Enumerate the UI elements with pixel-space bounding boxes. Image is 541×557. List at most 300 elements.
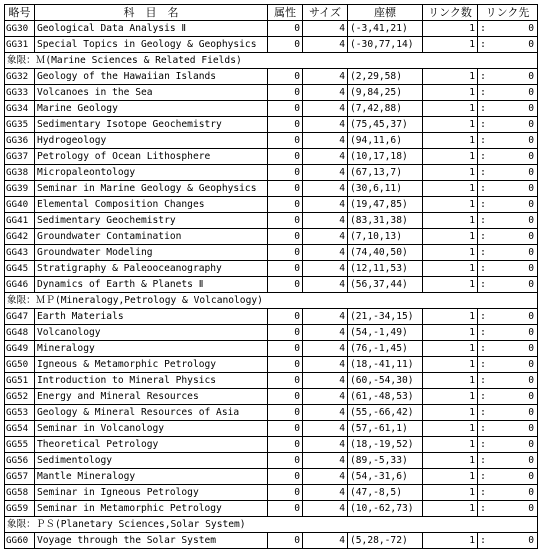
course-name: Volcanology bbox=[35, 325, 268, 341]
link-dest-cell bbox=[478, 469, 538, 485]
link-dest-cell bbox=[478, 421, 538, 437]
link-count-value: 1 bbox=[423, 309, 478, 325]
size-value: 4 bbox=[303, 469, 348, 485]
course-code: GG50 bbox=[5, 357, 35, 373]
attr-value: 0 bbox=[268, 309, 303, 325]
link-dest-value: 0 bbox=[528, 199, 534, 210]
course-name: Micropaleontology bbox=[35, 165, 268, 181]
link-dest-wrap bbox=[478, 341, 537, 356]
link-dest-value: 0 bbox=[528, 359, 534, 370]
link-separator: : bbox=[480, 87, 486, 98]
size-value: 4 bbox=[303, 117, 348, 133]
link-dest-cell bbox=[478, 101, 538, 117]
coord-value: (57,-61,1) bbox=[348, 421, 423, 437]
course-code: GG49 bbox=[5, 341, 35, 357]
course-name: Seminar in Igneous Petrology bbox=[35, 485, 268, 501]
attr-value: 0 bbox=[268, 197, 303, 213]
size-value: 4 bbox=[303, 101, 348, 117]
coord-value: (54,-1,49) bbox=[348, 325, 423, 341]
attr-value: 0 bbox=[268, 405, 303, 421]
link-dest-value: 0 bbox=[528, 23, 534, 34]
attr-value: 0 bbox=[268, 437, 303, 453]
link-count-value: 1 bbox=[423, 149, 478, 165]
table-row bbox=[5, 229, 538, 245]
link-dest-cell bbox=[478, 261, 538, 277]
link-count-value: 1 bbox=[423, 261, 478, 277]
link-dest-cell bbox=[478, 85, 538, 101]
link-dest-wrap bbox=[478, 325, 537, 340]
course-name: Energy and Mineral Resources bbox=[35, 389, 268, 405]
link-dest-value: 0 bbox=[528, 471, 534, 482]
link-dest-cell bbox=[478, 69, 538, 85]
link-dest-wrap bbox=[478, 501, 537, 516]
size-value: 4 bbox=[303, 181, 348, 197]
attr-value: 0 bbox=[268, 245, 303, 261]
course-code: GG48 bbox=[5, 325, 35, 341]
coord-value: (9,84,25) bbox=[348, 85, 423, 101]
link-dest-wrap bbox=[478, 469, 537, 484]
attr-value: 0 bbox=[268, 149, 303, 165]
link-dest-wrap bbox=[478, 85, 537, 100]
link-dest-cell bbox=[478, 213, 538, 229]
course-code: GG35 bbox=[5, 117, 35, 133]
link-dest-wrap bbox=[478, 405, 537, 420]
table-row bbox=[5, 501, 538, 517]
link-count-value: 1 bbox=[423, 21, 478, 37]
size-value: 4 bbox=[303, 373, 348, 389]
course-code: GG36 bbox=[5, 133, 35, 149]
course-code: GG30 bbox=[5, 21, 35, 37]
coord-value: (19,47,85) bbox=[348, 197, 423, 213]
size-value: 4 bbox=[303, 21, 348, 37]
link-dest-value: 0 bbox=[528, 231, 534, 242]
link-separator: : bbox=[480, 407, 486, 418]
link-dest-cell bbox=[478, 277, 538, 293]
link-dest-wrap bbox=[478, 149, 537, 164]
link-count-value: 1 bbox=[423, 373, 478, 389]
link-count-value: 1 bbox=[423, 437, 478, 453]
course-code: GG51 bbox=[5, 373, 35, 389]
course-name: Mantle Mineralogy bbox=[35, 469, 268, 485]
attr-value: 0 bbox=[268, 373, 303, 389]
course-name: Hydrogeology bbox=[35, 133, 268, 149]
table-row bbox=[5, 21, 538, 37]
link-dest-cell bbox=[478, 325, 538, 341]
course-name: Groundwater Contamination bbox=[35, 229, 268, 245]
coord-value: (54,-31,6) bbox=[348, 469, 423, 485]
table-row bbox=[5, 261, 538, 277]
coord-value: (18,-19,52) bbox=[348, 437, 423, 453]
link-separator: : bbox=[480, 327, 486, 338]
link-separator: : bbox=[480, 503, 486, 514]
size-value: 4 bbox=[303, 485, 348, 501]
link-count-value: 1 bbox=[423, 133, 478, 149]
link-dest-value: 0 bbox=[528, 439, 534, 450]
attr-value: 0 bbox=[268, 277, 303, 293]
course-name: Elemental Composition Changes bbox=[35, 197, 268, 213]
header-link-dest: リンク先 bbox=[478, 5, 538, 21]
link-dest-value: 0 bbox=[528, 119, 534, 130]
link-dest-wrap bbox=[478, 373, 537, 388]
coord-value: (55,-66,42) bbox=[348, 405, 423, 421]
link-dest-wrap bbox=[478, 133, 537, 148]
link-dest-value: 0 bbox=[528, 247, 534, 258]
header-attr: 属性 bbox=[268, 5, 303, 21]
link-separator: : bbox=[480, 375, 486, 386]
link-dest-value: 0 bbox=[528, 487, 534, 498]
attr-value: 0 bbox=[268, 165, 303, 181]
link-dest-cell bbox=[478, 533, 538, 549]
coord-value: (10,17,18) bbox=[348, 149, 423, 165]
link-separator: : bbox=[480, 391, 486, 402]
coord-value: (89,-5,33) bbox=[348, 453, 423, 469]
table-row bbox=[5, 485, 538, 501]
link-count-value: 1 bbox=[423, 405, 478, 421]
link-separator: : bbox=[480, 39, 486, 50]
header-link-count: リンク数 bbox=[423, 5, 478, 21]
course-name: Seminar in Metamorphic Petrology bbox=[35, 501, 268, 517]
course-code: GG60 bbox=[5, 533, 35, 549]
link-separator: : bbox=[480, 263, 486, 274]
link-separator: : bbox=[480, 487, 486, 498]
attr-value: 0 bbox=[268, 469, 303, 485]
size-value: 4 bbox=[303, 421, 348, 437]
link-separator: : bbox=[480, 455, 486, 466]
link-dest-cell bbox=[478, 21, 538, 37]
course-name: Dynamics of Earth & Planets Ⅱ bbox=[35, 277, 268, 293]
course-name: Theoretical Petrology bbox=[35, 437, 268, 453]
attr-value: 0 bbox=[268, 261, 303, 277]
link-dest-value: 0 bbox=[528, 279, 534, 290]
link-count-value: 1 bbox=[423, 181, 478, 197]
coord-value: (30,6,11) bbox=[348, 181, 423, 197]
link-dest-cell bbox=[478, 501, 538, 517]
link-separator: : bbox=[480, 135, 486, 146]
link-separator: : bbox=[480, 279, 486, 290]
attr-value: 0 bbox=[268, 85, 303, 101]
link-dest-cell bbox=[478, 197, 538, 213]
course-table bbox=[4, 4, 538, 549]
coord-value: (21,-34,15) bbox=[348, 309, 423, 325]
course-code: GG54 bbox=[5, 421, 35, 437]
link-dest-value: 0 bbox=[528, 151, 534, 162]
link-count-value: 1 bbox=[423, 117, 478, 133]
link-separator: : bbox=[480, 423, 486, 434]
attr-value: 0 bbox=[268, 21, 303, 37]
coord-value: (18,-41,11) bbox=[348, 357, 423, 373]
link-separator: : bbox=[480, 71, 486, 82]
coord-value: (2,29,58) bbox=[348, 69, 423, 85]
course-name: Special Topics in Geology & Geophysics bbox=[35, 37, 268, 53]
course-name: Introduction to Mineral Physics bbox=[35, 373, 268, 389]
course-code: GG45 bbox=[5, 261, 35, 277]
link-count-value: 1 bbox=[423, 277, 478, 293]
link-separator: : bbox=[480, 247, 486, 258]
header-coord: 座標 bbox=[348, 5, 423, 21]
attr-value: 0 bbox=[268, 485, 303, 501]
link-dest-wrap bbox=[478, 357, 537, 372]
link-separator: : bbox=[480, 199, 486, 210]
size-value: 4 bbox=[303, 213, 348, 229]
size-value: 4 bbox=[303, 261, 348, 277]
table-row bbox=[5, 421, 538, 437]
link-dest-cell bbox=[478, 117, 538, 133]
link-dest-cell bbox=[478, 133, 538, 149]
course-name: Mineralogy bbox=[35, 341, 268, 357]
course-code: GG47 bbox=[5, 309, 35, 325]
attr-value: 0 bbox=[268, 501, 303, 517]
coord-value: (10,-62,73) bbox=[348, 501, 423, 517]
link-dest-wrap bbox=[478, 421, 537, 436]
link-count-value: 1 bbox=[423, 325, 478, 341]
link-count-value: 1 bbox=[423, 453, 478, 469]
attr-value: 0 bbox=[268, 357, 303, 373]
coord-value: (67,13,7) bbox=[348, 165, 423, 181]
link-separator: : bbox=[480, 103, 486, 114]
course-name: Marine Geology bbox=[35, 101, 268, 117]
table-row bbox=[5, 149, 538, 165]
link-count-value: 1 bbox=[423, 197, 478, 213]
size-value: 4 bbox=[303, 69, 348, 85]
course-code: GG56 bbox=[5, 453, 35, 469]
table-row bbox=[5, 197, 538, 213]
size-value: 4 bbox=[303, 341, 348, 357]
size-value: 4 bbox=[303, 165, 348, 181]
attr-value: 0 bbox=[268, 213, 303, 229]
course-name: Petrology of Ocean Lithosphere bbox=[35, 149, 268, 165]
link-count-value: 1 bbox=[423, 229, 478, 245]
link-dest-wrap bbox=[478, 213, 537, 228]
course-name: Geology & Mineral Resources of Asia bbox=[35, 405, 268, 421]
link-dest-cell bbox=[478, 485, 538, 501]
table-row bbox=[5, 341, 538, 357]
link-dest-value: 0 bbox=[528, 103, 534, 114]
link-dest-wrap bbox=[478, 245, 537, 260]
course-code: GG53 bbox=[5, 405, 35, 421]
section-row bbox=[5, 53, 538, 69]
link-dest-value: 0 bbox=[528, 375, 534, 386]
size-value: 4 bbox=[303, 437, 348, 453]
link-dest-cell bbox=[478, 405, 538, 421]
size-value: 4 bbox=[303, 357, 348, 373]
size-value: 4 bbox=[303, 501, 348, 517]
table-row bbox=[5, 85, 538, 101]
section-label: 象限：ＭＰ(Mineralogy,Petrology & Volcanology) bbox=[5, 293, 538, 309]
size-value: 4 bbox=[303, 309, 348, 325]
link-separator: : bbox=[480, 151, 486, 162]
table-row bbox=[5, 389, 538, 405]
course-name: Stratigraphy & Paleooceanography bbox=[35, 261, 268, 277]
course-code: GG43 bbox=[5, 245, 35, 261]
link-dest-value: 0 bbox=[528, 311, 534, 322]
link-dest-value: 0 bbox=[528, 503, 534, 514]
link-count-value: 1 bbox=[423, 165, 478, 181]
link-count-value: 1 bbox=[423, 469, 478, 485]
section-row bbox=[5, 517, 538, 533]
table-row bbox=[5, 373, 538, 389]
course-code: GG39 bbox=[5, 181, 35, 197]
header-subject: 科 目 名 bbox=[35, 5, 268, 21]
link-dest-value: 0 bbox=[528, 391, 534, 402]
link-dest-value: 0 bbox=[528, 263, 534, 274]
course-code: GG37 bbox=[5, 149, 35, 165]
size-value: 4 bbox=[303, 245, 348, 261]
table-row bbox=[5, 117, 538, 133]
course-code: GG32 bbox=[5, 69, 35, 85]
coord-value: (74,40,50) bbox=[348, 245, 423, 261]
link-dest-wrap bbox=[478, 117, 537, 132]
link-dest-wrap bbox=[478, 165, 537, 180]
coord-value: (60,-54,30) bbox=[348, 373, 423, 389]
attr-value: 0 bbox=[268, 341, 303, 357]
course-name: Volcanoes in the Sea bbox=[35, 85, 268, 101]
table-row bbox=[5, 133, 538, 149]
link-count-value: 1 bbox=[423, 341, 478, 357]
course-code: GG40 bbox=[5, 197, 35, 213]
link-count-value: 1 bbox=[423, 389, 478, 405]
section-label: 象限：ＰＳ(Planetary Sciences,Solar System) bbox=[5, 517, 538, 533]
attr-value: 0 bbox=[268, 37, 303, 53]
table-body bbox=[5, 21, 538, 549]
link-dest-wrap bbox=[478, 453, 537, 468]
coord-value: (56,37,44) bbox=[348, 277, 423, 293]
link-separator: : bbox=[480, 535, 486, 546]
table-row bbox=[5, 437, 538, 453]
link-dest-wrap bbox=[478, 21, 537, 36]
link-dest-wrap bbox=[478, 277, 537, 292]
table-row bbox=[5, 453, 538, 469]
link-dest-value: 0 bbox=[528, 407, 534, 418]
table-row bbox=[5, 533, 538, 549]
course-name: Groundwater Modeling bbox=[35, 245, 268, 261]
course-code: GG59 bbox=[5, 501, 35, 517]
link-dest-cell bbox=[478, 165, 538, 181]
size-value: 4 bbox=[303, 85, 348, 101]
link-separator: : bbox=[480, 343, 486, 354]
size-value: 4 bbox=[303, 149, 348, 165]
link-dest-wrap bbox=[478, 437, 537, 452]
link-dest-wrap bbox=[478, 261, 537, 276]
table-row bbox=[5, 357, 538, 373]
course-code: GG42 bbox=[5, 229, 35, 245]
link-dest-value: 0 bbox=[528, 455, 534, 466]
link-dest-wrap bbox=[478, 309, 537, 324]
link-dest-cell bbox=[478, 437, 538, 453]
table-row bbox=[5, 405, 538, 421]
course-name: Geological Data Analysis Ⅱ bbox=[35, 21, 268, 37]
link-dest-value: 0 bbox=[528, 39, 534, 50]
size-value: 4 bbox=[303, 405, 348, 421]
link-separator: : bbox=[480, 471, 486, 482]
link-count-value: 1 bbox=[423, 101, 478, 117]
link-dest-cell bbox=[478, 341, 538, 357]
link-dest-value: 0 bbox=[528, 535, 534, 546]
link-dest-cell bbox=[478, 37, 538, 53]
link-count-value: 1 bbox=[423, 501, 478, 517]
coord-value: (47,-8,5) bbox=[348, 485, 423, 501]
coord-value: (-3,41,21) bbox=[348, 21, 423, 37]
table-row bbox=[5, 245, 538, 261]
link-dest-wrap bbox=[478, 37, 537, 52]
link-separator: : bbox=[480, 215, 486, 226]
attr-value: 0 bbox=[268, 421, 303, 437]
course-code: GG34 bbox=[5, 101, 35, 117]
link-separator: : bbox=[480, 439, 486, 450]
link-dest-value: 0 bbox=[528, 327, 534, 338]
link-separator: : bbox=[480, 167, 486, 178]
link-count-value: 1 bbox=[423, 245, 478, 261]
link-dest-wrap bbox=[478, 485, 537, 500]
attr-value: 0 bbox=[268, 133, 303, 149]
link-dest-value: 0 bbox=[528, 215, 534, 226]
link-dest-value: 0 bbox=[528, 183, 534, 194]
coord-value: (-30,77,14) bbox=[348, 37, 423, 53]
link-dest-cell bbox=[478, 389, 538, 405]
attr-value: 0 bbox=[268, 453, 303, 469]
size-value: 4 bbox=[303, 277, 348, 293]
size-value: 4 bbox=[303, 229, 348, 245]
attr-value: 0 bbox=[268, 533, 303, 549]
link-dest-wrap bbox=[478, 197, 537, 212]
table-row bbox=[5, 165, 538, 181]
coord-value: (76,-1,45) bbox=[348, 341, 423, 357]
link-dest-wrap bbox=[478, 69, 537, 84]
table-row bbox=[5, 101, 538, 117]
course-name: Sedimentology bbox=[35, 453, 268, 469]
link-dest-wrap bbox=[478, 101, 537, 116]
course-code: GG58 bbox=[5, 485, 35, 501]
coord-value: (7,42,88) bbox=[348, 101, 423, 117]
course-code: GG46 bbox=[5, 277, 35, 293]
link-count-value: 1 bbox=[423, 533, 478, 549]
table-row bbox=[5, 309, 538, 325]
size-value: 4 bbox=[303, 533, 348, 549]
link-dest-cell bbox=[478, 453, 538, 469]
link-count-value: 1 bbox=[423, 485, 478, 501]
course-code: GG41 bbox=[5, 213, 35, 229]
link-count-value: 1 bbox=[423, 213, 478, 229]
course-code: GG38 bbox=[5, 165, 35, 181]
course-code: GG31 bbox=[5, 37, 35, 53]
course-name: Igneous & Metamorphic Petrology bbox=[35, 357, 268, 373]
coord-value: (94,11,6) bbox=[348, 133, 423, 149]
link-dest-value: 0 bbox=[528, 135, 534, 146]
course-name: Sedimentary Geochemistry bbox=[35, 213, 268, 229]
link-dest-cell bbox=[478, 373, 538, 389]
table-row bbox=[5, 277, 538, 293]
header-size: サイズ bbox=[303, 5, 348, 21]
link-dest-wrap bbox=[478, 389, 537, 404]
link-dest-wrap bbox=[478, 229, 537, 244]
table-row bbox=[5, 469, 538, 485]
link-dest-value: 0 bbox=[528, 87, 534, 98]
table-row bbox=[5, 181, 538, 197]
link-dest-cell bbox=[478, 181, 538, 197]
course-code: GG52 bbox=[5, 389, 35, 405]
coord-value: (12,11,53) bbox=[348, 261, 423, 277]
section-row bbox=[5, 293, 538, 309]
header-code: 略号 bbox=[5, 5, 35, 21]
link-separator: : bbox=[480, 311, 486, 322]
link-count-value: 1 bbox=[423, 69, 478, 85]
course-name: Voyage through the Solar System bbox=[35, 533, 268, 549]
link-separator: : bbox=[480, 359, 486, 370]
course-code: GG55 bbox=[5, 437, 35, 453]
coord-value: (75,45,37) bbox=[348, 117, 423, 133]
link-dest-cell bbox=[478, 357, 538, 373]
coord-value: (5,28,-72) bbox=[348, 533, 423, 549]
table-row bbox=[5, 37, 538, 53]
